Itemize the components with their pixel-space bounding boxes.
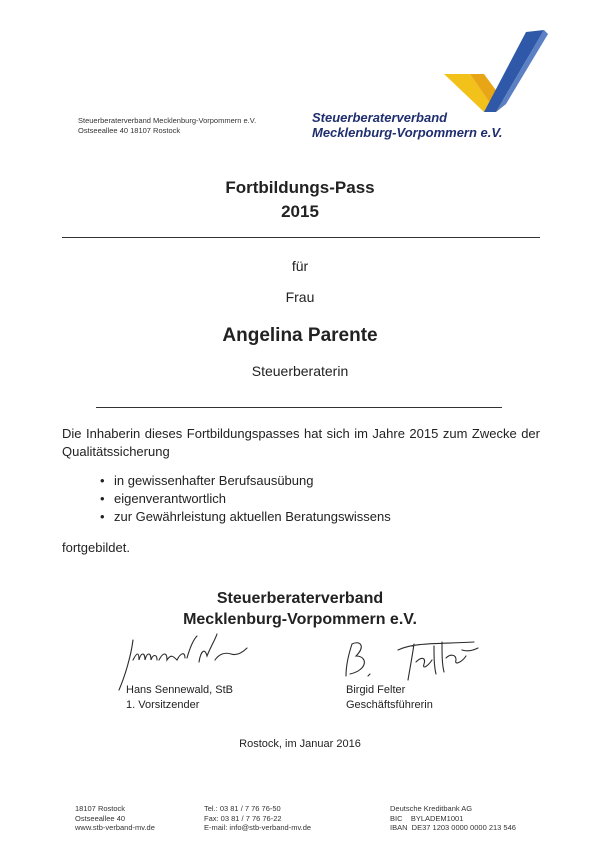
bullet-icon: •: [100, 473, 105, 488]
sender-line-1: Steuerberaterverband Mecklenburg-Vorpommern e.V.: [78, 116, 257, 125]
bullet-icon: •: [100, 509, 105, 524]
list-item-text: eigenverantwortlich: [114, 491, 227, 506]
footer-fax: Fax: 03 81 / 7 76 76-22: [204, 813, 282, 823]
recipient-name: Angelina Parente: [222, 325, 378, 346]
place-date: Rostock, im Januar 2016: [239, 738, 361, 750]
checkmark-logo-icon: [440, 28, 550, 116]
footer-bic: BIC BYLADEM1001: [390, 813, 464, 823]
title-year: 2015: [281, 202, 319, 221]
footer-contact: [204, 804, 311, 833]
name-divider: [96, 407, 502, 408]
signatory-1: [126, 683, 233, 713]
list-item: [96, 490, 391, 508]
organization-name: [0, 588, 600, 630]
footer-bank-name: Deutsche Kreditbank AG: [390, 804, 473, 813]
title-divider: [62, 237, 540, 238]
footer-email-link[interactable]: E-mail: info@stb-verband-mv.de: [204, 823, 312, 832]
qualification-list: [96, 472, 391, 526]
recipient-profession: Steuerberaterin: [251, 363, 349, 379]
intro-paragraph: Die Inhaberin dieses Fortbildungspasses hat sich im Jahre 2015 zum Zwecke der Qualitätssicherung: [62, 426, 540, 459]
sender-address: [78, 116, 256, 136]
list-item-text: zur Gewährleistung aktuellen Beratungswissens: [114, 509, 391, 524]
signatory-2-name: Birgid Felter: [346, 684, 406, 696]
logo-line-1: Steuerberaterverband: [312, 110, 448, 125]
org-line-2: Mecklenburg-Vorpommern e.V.: [183, 611, 417, 628]
document-title: [0, 176, 600, 224]
title-line-1: Fortbildungs-Pass: [225, 178, 375, 197]
footer-phone: Tel.: 03 81 / 7 76 76-50: [204, 804, 281, 813]
list-item-text: in gewissenhafter Berufsausübung: [114, 473, 314, 488]
list-item: [96, 472, 391, 490]
signature-felter: [338, 636, 483, 686]
list-item: [96, 508, 391, 526]
closing-text: fortgebildet.: [62, 540, 130, 555]
footer-address: [75, 804, 155, 833]
footer-website-link[interactable]: www.stb-verband-mv.de: [75, 823, 155, 832]
signatory-1-name: Hans Sennewald, StB: [126, 684, 234, 696]
for-label: für: [291, 258, 309, 274]
footer-bank: [390, 804, 516, 833]
sender-line-2: Ostseeallee 40 18107 Rostock: [78, 126, 181, 135]
logo-wordmark: [312, 110, 502, 140]
bullet-icon: •: [100, 491, 105, 506]
salutation: Frau: [285, 289, 315, 305]
footer-city: 18107 Rostock: [75, 804, 126, 813]
signatory-2-role: Geschäftsführerin: [346, 699, 433, 711]
logo-line-2: Mecklenburg-Vorpommern e.V.: [312, 125, 503, 140]
signatory-1-role: 1. Vorsitzender: [126, 699, 200, 711]
org-line-1: Steuerberaterverband: [216, 590, 384, 607]
footer-iban: IBAN DE37 1203 0000 0000 213 546: [390, 823, 516, 832]
signatory-2: [346, 683, 433, 713]
footer-street: Ostseeallee 40: [75, 813, 126, 823]
